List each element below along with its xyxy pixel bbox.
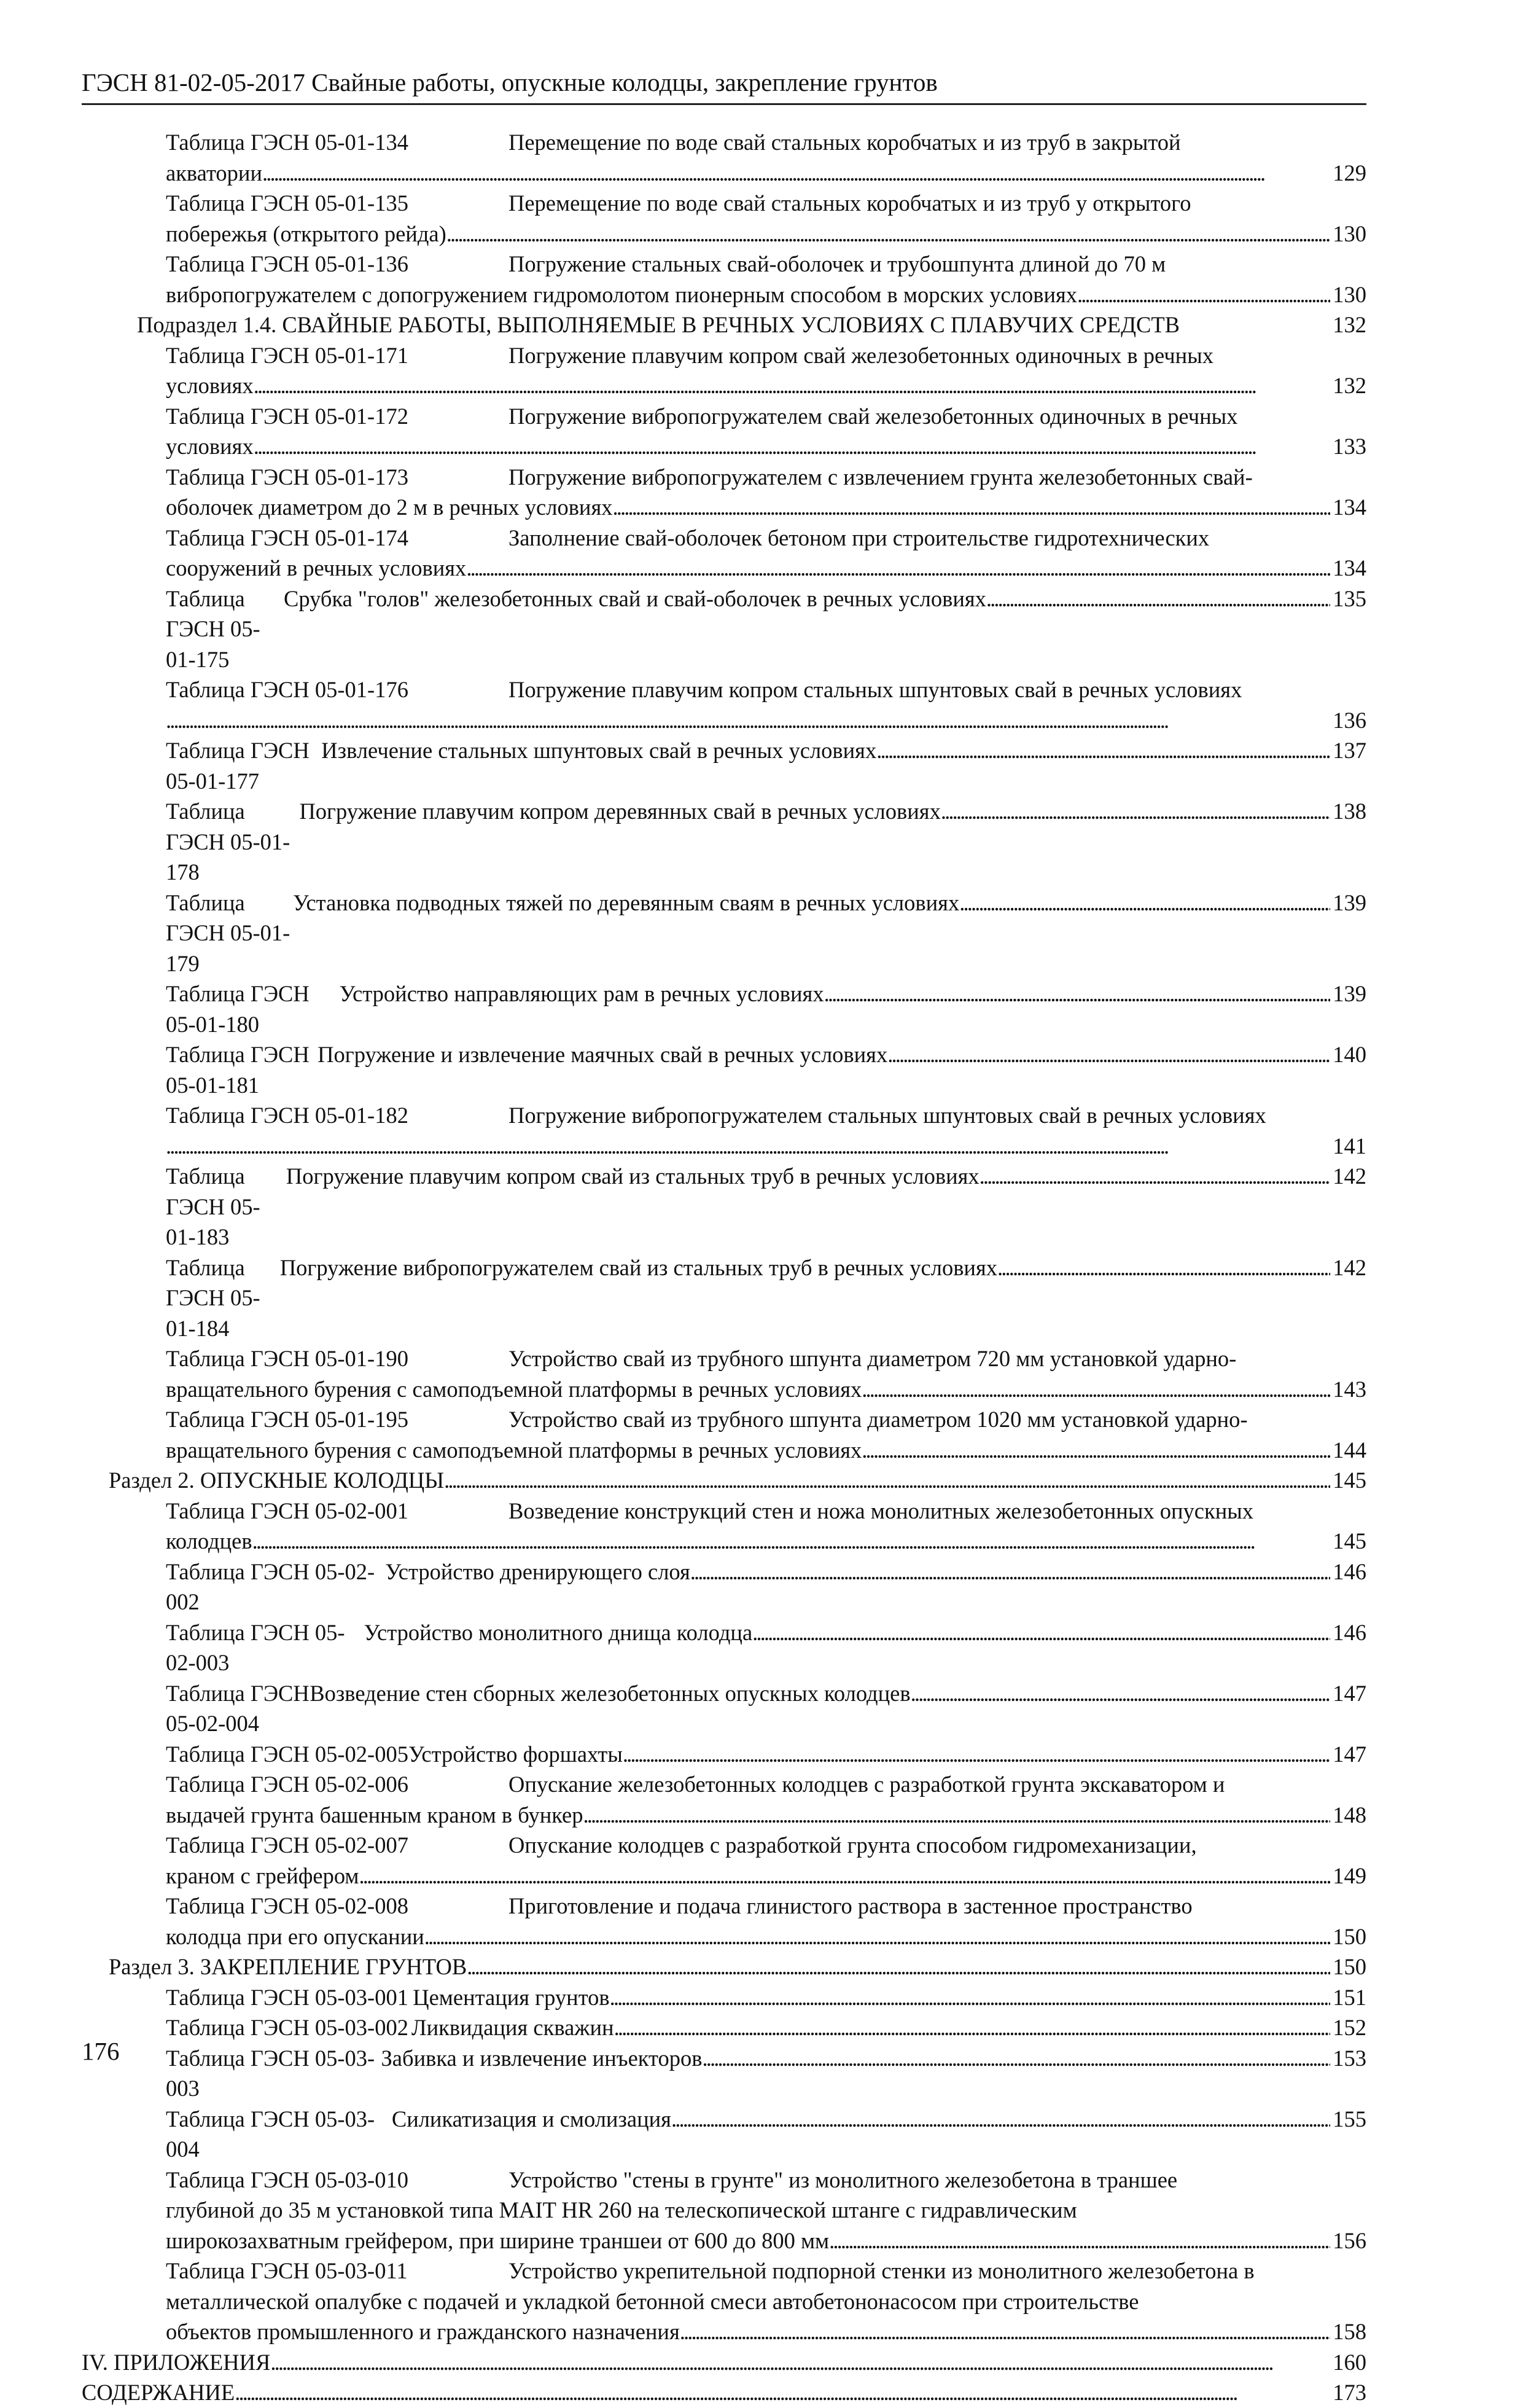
toc-page-number: 143 bbox=[1333, 1376, 1366, 1402]
toc-table-entry bbox=[166, 2104, 1366, 2165]
table-code: Таблица ГЭСН 05-03-010 bbox=[166, 2167, 408, 2192]
toc-entry-text: вращательного бурения с самоподъемной платформы в речных условиях bbox=[166, 1376, 862, 1402]
toc-entry-first-line bbox=[166, 127, 1366, 158]
toc-page-number: 147 bbox=[1333, 1680, 1366, 1706]
toc-leader-dots bbox=[911, 1678, 1331, 1709]
toc-entry-last-line bbox=[82, 2347, 1366, 2378]
toc-entry-first-line bbox=[166, 462, 1366, 493]
table-title: Погружение вибропогружателем с извлечением грунта железобетонных свай- bbox=[508, 464, 1253, 490]
toc-leader-dots bbox=[959, 888, 1330, 918]
toc-entry-text: краном с грейфером bbox=[166, 1863, 359, 1888]
toc-entry-first-line bbox=[166, 2043, 1366, 2104]
toc-table-entry bbox=[166, 888, 1366, 979]
table-code: Таблица ГЭСН 05-02-008 bbox=[166, 1893, 408, 1918]
table-title: Погружение вибропогружателем свай железобетонных одиночных в речных bbox=[508, 403, 1238, 429]
toc-table-entry bbox=[166, 523, 1366, 584]
toc-entry-first-line bbox=[166, 1678, 1366, 1739]
toc-page-number: 156 bbox=[1333, 2227, 1366, 2253]
toc-entry-first-line bbox=[166, 188, 1366, 219]
toc-leader-dots bbox=[986, 584, 1330, 614]
toc-leader-dots bbox=[424, 1921, 1330, 1952]
toc-entry-last-line bbox=[166, 705, 1366, 736]
toc-leader-dots bbox=[623, 1739, 1330, 1770]
toc-entry-text: Подраздел 1.4. СВАЙНЫЕ РАБОТЫ, ВЫПОЛНЯЕМЫЕ В РЕЧНЫХ УСЛОВИЯХ С ПЛАВУЧИХ СРЕДСТВ bbox=[137, 312, 1180, 337]
toc-page-number: 130 bbox=[1333, 281, 1366, 307]
toc-page-number: 145 bbox=[1333, 1528, 1366, 1554]
table-code: Таблица ГЭСН 05-01-183 bbox=[166, 1163, 260, 1249]
toc-page-number: 148 bbox=[1333, 1802, 1366, 1828]
table-of-contents bbox=[82, 127, 1366, 2408]
toc-table-entry bbox=[166, 1496, 1366, 1557]
toc-table-entry bbox=[166, 188, 1366, 249]
toc-entry-text: сооружений в речных условиях bbox=[166, 555, 467, 580]
table-code: Таблица ГЭСН 05-01-172 bbox=[166, 403, 408, 429]
table-code: Таблица ГЭСН 05-01-195 bbox=[166, 1407, 408, 1432]
toc-section-entry bbox=[109, 1952, 1366, 1982]
toc-table-entry bbox=[166, 1739, 1366, 1770]
toc-leader-dots bbox=[829, 2226, 1330, 2256]
toc-leader-dots bbox=[467, 1952, 1330, 1982]
toc-entry-first-line bbox=[166, 401, 1366, 432]
toc-entry-first-line bbox=[166, 1496, 1366, 1526]
toc-page-number: 138 bbox=[1333, 799, 1366, 824]
toc-page-number: 136 bbox=[1333, 707, 1366, 733]
table-title: Забивка и извлечение инъекторов bbox=[381, 2045, 703, 2071]
toc-section-entry bbox=[109, 1465, 1366, 1496]
toc-leader-dots bbox=[752, 1617, 1330, 1648]
toc-table-entry bbox=[166, 1982, 1366, 2013]
table-code: Таблица ГЭСН 05-01-182 bbox=[166, 1103, 408, 1128]
table-code: Таблица ГЭСН 05-02-007 bbox=[166, 1832, 408, 1858]
toc-entry-text: условиях bbox=[166, 434, 254, 459]
toc-page-number: 146 bbox=[1333, 1619, 1366, 1645]
toc-page-number: 133 bbox=[1333, 434, 1366, 459]
page-number: 176 bbox=[82, 2037, 120, 2065]
table-title: Устройство свай из трубного шпунта диаметром 720 мм установкой ударно- bbox=[508, 1346, 1237, 1371]
toc-page-number: 137 bbox=[1333, 738, 1366, 763]
toc-entry-continuation: глубиной до 35 м установкой типа MAIT HR 260 на телескопической штанге с гидравлическим bbox=[166, 2197, 1077, 2222]
toc-leader-dots bbox=[466, 553, 1330, 584]
toc-subsection-entry bbox=[137, 310, 1366, 340]
toc-page-number: 152 bbox=[1333, 2015, 1366, 2040]
table-title: Ликвидация скважин bbox=[411, 2015, 614, 2040]
table-code: Таблица ГЭСН 05-02-005 bbox=[166, 1741, 408, 1767]
toc-table-entry bbox=[166, 2165, 1366, 2256]
toc-table-entry bbox=[166, 1830, 1366, 1891]
toc-leader-dots bbox=[235, 2377, 1330, 2408]
toc-leader-dots bbox=[446, 219, 1331, 249]
toc-entry-text: широкозахватным грейфером, при ширине траншеи от 600 до 800 мм bbox=[166, 2227, 830, 2253]
table-title: Устройство укрепительной подпорной стенки из монолитного железобетона в bbox=[508, 2258, 1255, 2283]
toc-leader-dots bbox=[703, 2043, 1331, 2074]
toc-entry-first-line bbox=[166, 888, 1366, 979]
table-title: Устройство свай из трубного шпунта диаметром 1020 мм установкой ударно- bbox=[508, 1407, 1248, 1432]
toc-page-number: 153 bbox=[1333, 2045, 1366, 2071]
table-code: Таблица ГЭСН 05-02-003 bbox=[166, 1619, 345, 1675]
toc-page-number: 158 bbox=[1333, 2319, 1366, 2344]
table-title: Погружение вибропогружателем свай из стальных труб в речных условиях bbox=[279, 1254, 998, 1280]
table-code: Таблица ГЭСН 05-01-179 bbox=[166, 889, 290, 976]
toc-entry-text: Раздел 3. ЗАКРЕПЛЕНИЕ ГРУНТОВ bbox=[109, 1954, 467, 1979]
toc-table-entry bbox=[166, 735, 1366, 796]
toc-page-number: 147 bbox=[1333, 1741, 1366, 1767]
toc-entry-continuation: металлической опалубке с подачей и укладкой бетонной смеси автобетононасосом при строительстве bbox=[166, 2288, 1139, 2314]
table-code: Таблица ГЭСН 05-03-002 bbox=[166, 2015, 408, 2040]
toc-table-entry bbox=[166, 2043, 1366, 2104]
toc-top-entry bbox=[82, 2377, 1366, 2408]
toc-entry-last-line bbox=[166, 1921, 1366, 1952]
table-title: Заполнение свай-оболочек бетоном при строительстве гидротехнических bbox=[508, 525, 1210, 550]
toc-entry-text: побережья (открытого рейда) bbox=[166, 221, 446, 246]
toc-leader-dots bbox=[166, 705, 1330, 736]
toc-page-number: 150 bbox=[1333, 1954, 1366, 1979]
toc-page-number: 142 bbox=[1333, 1254, 1366, 1280]
table-code: Таблица ГЭСН 05-02-006 bbox=[166, 1772, 408, 1797]
toc-entry-last-line bbox=[166, 1131, 1366, 1162]
toc-table-entry bbox=[166, 1617, 1366, 1678]
toc-table-entry bbox=[166, 249, 1366, 310]
table-title: Опускание железобетонных колодцев с разработкой грунта экскаватором и bbox=[508, 1772, 1225, 1797]
toc-page-number: 145 bbox=[1333, 1468, 1366, 1493]
toc-entry-text: Раздел 2. ОПУСКНЫЕ КОЛОДЦЫ bbox=[109, 1468, 445, 1493]
toc-page-number: 132 bbox=[1333, 312, 1366, 337]
toc-leader-dots bbox=[876, 735, 1330, 766]
toc-entry-first-line bbox=[166, 584, 1366, 675]
table-code: Таблица ГЭСН 05-01-180 bbox=[166, 981, 310, 1037]
toc-page-number: 134 bbox=[1333, 555, 1366, 580]
toc-entry-first-line bbox=[166, 1039, 1366, 1100]
toc-leader-dots bbox=[862, 1374, 1330, 1405]
toc-leader-dots bbox=[980, 1161, 1331, 1192]
toc-entry-first-line bbox=[166, 1161, 1366, 1253]
toc-page-number: 150 bbox=[1333, 1923, 1366, 1949]
toc-entry-first-line bbox=[166, 796, 1366, 888]
toc-leader-dots bbox=[270, 2347, 1330, 2378]
toc-entry-text: оболочек диаметром до 2 м в речных условиях bbox=[166, 495, 613, 520]
toc-leader-dots bbox=[941, 796, 1330, 827]
table-title: Силикатизация и смолизация bbox=[391, 2106, 671, 2132]
toc-page-number: 139 bbox=[1333, 981, 1366, 1006]
toc-page-number: 155 bbox=[1333, 2106, 1366, 2132]
toc-page-number: 139 bbox=[1333, 889, 1366, 915]
toc-leader-dots bbox=[610, 1982, 1331, 2013]
table-title: Погружение плавучим копром деревянных свай в речных условиях bbox=[299, 799, 941, 824]
table-code: Таблица ГЭСН 05-02-002 bbox=[166, 1558, 375, 1614]
toc-entry-text: вращательного бурения с самоподъемной платформы в речных условиях bbox=[166, 1437, 862, 1463]
table-code: Таблица ГЭСН 05-01-178 bbox=[166, 799, 290, 885]
table-code: Таблица ГЭСН 05-01-184 bbox=[166, 1254, 260, 1341]
table-title: Срубка "голов" железобетонных свай и свай-оболочек в речных условиях bbox=[284, 585, 986, 611]
toc-table-entry bbox=[166, 401, 1366, 462]
toc-entry-last-line bbox=[166, 492, 1366, 523]
table-title: Погружение плавучим копром свай из стальных труб в речных условиях bbox=[286, 1163, 980, 1189]
toc-entry-first-line bbox=[166, 1557, 1366, 1617]
toc-table-entry bbox=[166, 1253, 1366, 1344]
toc-entry-first-line bbox=[166, 340, 1366, 371]
table-title: Возведение стен сборных железобетонных опускных колодцев bbox=[310, 1680, 911, 1706]
toc-table-entry bbox=[166, 462, 1366, 523]
table-code: Таблица ГЭСН 05-02-004 bbox=[166, 1680, 310, 1736]
toc-entry-first-line bbox=[166, 1617, 1366, 1678]
toc-entry-text: СОДЕРЖАНИЕ bbox=[82, 2380, 235, 2405]
toc-entry-first-line bbox=[166, 1830, 1366, 1861]
toc-leader-dots bbox=[444, 1465, 1330, 1496]
toc-entry-text: колодца при его опускании bbox=[166, 1923, 424, 1949]
toc-entry-first-line bbox=[166, 2256, 1366, 2286]
toc-entry-last-line bbox=[166, 1526, 1366, 1557]
toc-entry-last-line bbox=[166, 158, 1366, 189]
toc-leader-dots bbox=[252, 1526, 1331, 1557]
table-title: Устройство направляющих рам в речных условиях bbox=[339, 981, 824, 1006]
running-header: ГЭСН 81-02-05-2017 Свайные работы, опускные колодцы, закрепление грунтов bbox=[82, 61, 1366, 105]
toc-entry-first-line bbox=[166, 2104, 1366, 2165]
toc-entry-first-line bbox=[166, 674, 1366, 705]
toc-entry-last-line bbox=[166, 219, 1366, 249]
toc-page-number: 144 bbox=[1333, 1437, 1366, 1463]
table-title: Перемещение по воде свай стальных коробчатых и из труб в закрытой bbox=[508, 130, 1181, 155]
toc-entry-first-line bbox=[166, 1769, 1366, 1800]
toc-entry-last-line bbox=[166, 2316, 1366, 2347]
toc-entry-last-line bbox=[109, 1465, 1366, 1496]
toc-leader-dots bbox=[824, 979, 1331, 1009]
toc-top-entry bbox=[82, 2347, 1366, 2378]
table-code: Таблица ГЭСН 05-01-171 bbox=[166, 342, 408, 368]
toc-page-number: 134 bbox=[1333, 495, 1366, 520]
table-title: Погружение и извлечение маячных свай в речных условиях bbox=[317, 1042, 888, 1067]
table-title: Погружение вибропогружателем стальных шпунтовых свай в речных условиях bbox=[508, 1103, 1266, 1128]
table-title: Погружение плавучим копром стальных шпунтовых свай в речных условиях bbox=[508, 677, 1242, 702]
table-code: Таблица ГЭСН 05-01-190 bbox=[166, 1346, 408, 1371]
toc-entry-last-line bbox=[166, 370, 1366, 401]
toc-entry-last-line bbox=[166, 1435, 1366, 1466]
table-code: Таблица ГЭСН 05-01-177 bbox=[166, 738, 310, 794]
toc-entry-last-line bbox=[166, 1861, 1366, 1891]
table-code: Таблица ГЭСН 05-01-175 bbox=[166, 585, 260, 672]
toc-entry-last-line bbox=[82, 2377, 1366, 2408]
table-title: Извлечение стальных шпунтовых свай в речных условиях bbox=[321, 738, 877, 763]
toc-table-entry bbox=[166, 1557, 1366, 1617]
table-code: Таблица ГЭСН 05-01-181 bbox=[166, 1042, 310, 1098]
table-title: Установка подводных тяжей по деревянным сваям в речных условиях bbox=[293, 889, 960, 915]
toc-leader-dots bbox=[583, 1800, 1331, 1831]
toc-table-entry bbox=[166, 584, 1366, 675]
toc-entry-first-line bbox=[166, 1982, 1366, 2013]
toc-table-entry bbox=[166, 796, 1366, 888]
toc-entry-text: IV. ПРИЛОЖЕНИЯ bbox=[82, 2349, 271, 2375]
table-code: Таблица ГЭСН 05-01-173 bbox=[166, 464, 408, 490]
table-title: Устройство форшахты bbox=[408, 1741, 623, 1767]
table-title: Погружение плавучим копром свай железобетонных одиночных в речных bbox=[508, 342, 1213, 368]
toc-entry-text: условиях bbox=[166, 373, 254, 398]
toc-page-number: 129 bbox=[1333, 160, 1366, 186]
table-code: Таблица ГЭСН 05-03-011 bbox=[166, 2258, 408, 2283]
toc-page-number: 160 bbox=[1333, 2349, 1366, 2375]
toc-entry-first-line bbox=[166, 249, 1366, 280]
table-code: Таблица ГЭСН 05-01-174 bbox=[166, 525, 408, 550]
table-title: Опускание колодцев с разработкой грунта способом гидромеханизации, bbox=[508, 1832, 1197, 1858]
toc-table-entry bbox=[166, 2012, 1366, 2043]
toc-entry-first-line bbox=[166, 735, 1366, 796]
toc-entry-text: объектов промышленного и гражданского назначения bbox=[166, 2319, 680, 2344]
toc-table-entry bbox=[166, 1343, 1366, 1404]
toc-entry-text: акватории bbox=[166, 160, 262, 186]
toc-table-entry bbox=[166, 1039, 1366, 1100]
toc-page-number: 146 bbox=[1333, 1558, 1366, 1584]
toc-entry-last-line bbox=[166, 1800, 1366, 1831]
toc-entry-text: выдачей грунта башенным краном в бункер bbox=[166, 1802, 583, 1828]
table-title: Приготовление и подача глинистого раствора в застенное пространство bbox=[508, 1893, 1193, 1918]
toc-entry-first-line bbox=[166, 1100, 1366, 1131]
toc-leader-dots bbox=[254, 431, 1331, 462]
toc-page-number: 142 bbox=[1333, 1163, 1366, 1189]
toc-page-number: 141 bbox=[1333, 1133, 1366, 1159]
table-title: Перемещение по воде свай стальных коробчатых и из труб у открытого bbox=[508, 190, 1191, 216]
toc-leader-dots bbox=[997, 1253, 1330, 1283]
table-code: Таблица ГЭСН 05-03-004 bbox=[166, 2106, 375, 2162]
toc-table-entry bbox=[166, 1678, 1366, 1739]
toc-entry-last-line bbox=[166, 1374, 1366, 1405]
toc-leader-dots bbox=[166, 1131, 1330, 1162]
toc-entry-last-line bbox=[137, 310, 1366, 340]
table-title: Устройство "стены в грунте" из монолитного железобетона в траншее bbox=[508, 2167, 1178, 2192]
toc-leader-dots bbox=[262, 158, 1330, 189]
toc-entry-first-line bbox=[166, 523, 1366, 553]
toc-leader-dots bbox=[671, 2104, 1330, 2135]
toc-page-number: 135 bbox=[1333, 585, 1366, 611]
toc-table-entry bbox=[166, 1769, 1366, 1830]
toc-entry-first-line bbox=[166, 1891, 1366, 1921]
table-title: Устройство монолитного днища колодца bbox=[364, 1619, 753, 1645]
toc-entry-first-line bbox=[166, 979, 1366, 1039]
toc-page-number: 151 bbox=[1333, 1984, 1366, 2010]
toc-entry-last-line bbox=[166, 2226, 1366, 2256]
toc-table-entry bbox=[166, 127, 1366, 188]
toc-table-entry bbox=[166, 674, 1366, 735]
toc-entry-first-line bbox=[166, 2165, 1366, 2195]
toc-leader-dots bbox=[680, 2316, 1330, 2347]
toc-leader-dots bbox=[887, 1039, 1330, 1070]
toc-entry-text: вибропогружателем с допогружением гидромолотом пионерным способом в морских условиях bbox=[166, 281, 1078, 307]
table-code: Таблица ГЭСН 05-01-176 bbox=[166, 677, 408, 702]
toc-page-number: 140 bbox=[1333, 1042, 1366, 1067]
toc-table-entry bbox=[166, 1404, 1366, 1465]
toc-table-entry bbox=[166, 340, 1366, 401]
toc-leader-dots bbox=[254, 370, 1331, 401]
toc-entry-last-line bbox=[166, 553, 1366, 584]
toc-table-entry bbox=[166, 1891, 1366, 1952]
table-code: Таблица ГЭСН 05-03-003 bbox=[166, 2045, 375, 2101]
toc-table-entry bbox=[166, 1161, 1366, 1253]
toc-leader-dots bbox=[359, 1861, 1331, 1891]
toc-leader-dots bbox=[1077, 280, 1330, 310]
toc-table-entry bbox=[166, 2256, 1366, 2347]
toc-leader-dots bbox=[613, 492, 1331, 523]
toc-entry-text: колодцев bbox=[166, 1528, 252, 1554]
toc-leader-dots bbox=[862, 1435, 1330, 1466]
toc-table-entry bbox=[166, 1100, 1366, 1161]
table-code: Таблица ГЭСН 05-01-135 bbox=[166, 190, 408, 216]
toc-page-number: 132 bbox=[1333, 373, 1366, 398]
table-code: Таблица ГЭСН 05-01-136 bbox=[166, 251, 408, 276]
toc-leader-dots bbox=[690, 1557, 1330, 1587]
table-title: Цементация грунтов bbox=[413, 1984, 610, 2010]
toc-entry-first-line bbox=[166, 1343, 1366, 1374]
table-code: Таблица ГЭСН 05-02-001 bbox=[166, 1498, 408, 1523]
table-code: Таблица ГЭСН 05-03-001 bbox=[166, 1984, 408, 2010]
toc-leader-dots bbox=[614, 2012, 1331, 2043]
toc-entry-last-line bbox=[109, 1952, 1366, 1982]
toc-page-number: 130 bbox=[1333, 221, 1366, 246]
toc-entry-last-line bbox=[166, 280, 1366, 310]
toc-entry-first-line bbox=[166, 1253, 1366, 1344]
toc-entry-last-line bbox=[166, 431, 1366, 462]
table-code: Таблица ГЭСН 05-01-134 bbox=[166, 130, 408, 155]
toc-entry-first-line bbox=[166, 2012, 1366, 2043]
toc-table-entry bbox=[166, 979, 1366, 1039]
toc-page-number: 149 bbox=[1333, 1863, 1366, 1888]
toc-page-number: 173 bbox=[1333, 2380, 1366, 2405]
table-title: Погружение стальных свай-оболочек и трубошпунта длиной до 70 м bbox=[508, 251, 1166, 276]
table-title: Возведение конструкций стен и ножа монолитных железобетонных опускных bbox=[508, 1498, 1254, 1523]
toc-entry-first-line bbox=[166, 1739, 1366, 1770]
table-title: Устройство дренирующего слоя bbox=[385, 1558, 690, 1584]
toc-entry-first-line bbox=[166, 1404, 1366, 1435]
